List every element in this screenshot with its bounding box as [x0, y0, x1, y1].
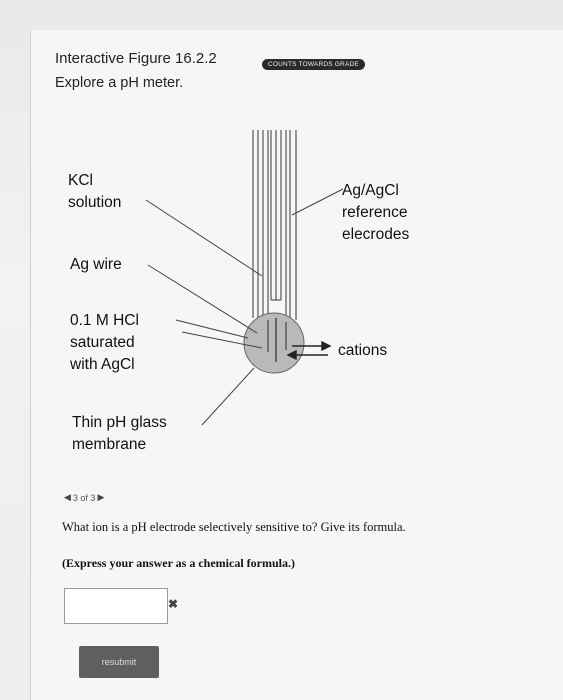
label-ag-wire: Ag wire — [70, 256, 122, 273]
pager-text: 3 of 3 — [72, 492, 96, 503]
x-mark-icon: ✖ — [168, 597, 179, 611]
glass-bulb — [244, 313, 304, 373]
prev-page-icon[interactable]: ◀ — [64, 492, 71, 502]
resubmit-button[interactable]: resubmit — [79, 646, 159, 678]
pager — [64, 492, 104, 503]
label-kcl-solution: KCl solution — [68, 172, 122, 211]
label-reference: Ag/AgCl reference elecrodes — [342, 182, 410, 243]
page-subtitle: Explore a pH meter. — [55, 75, 184, 91]
question-text: What ion is a pH electrode selectively sensitive to? Give its formula. — [62, 520, 406, 534]
grade-badge: COUNTS TOWARDS GRADE — [262, 59, 365, 70]
label-membrane: Thin pH glass membrane — [72, 414, 167, 453]
question-instruction: (Express your answer as a chemical formula.) — [62, 556, 295, 570]
electrode-tubes — [253, 130, 296, 322]
label-cations: cations — [338, 342, 388, 359]
next-page-icon[interactable]: ▶ — [97, 492, 105, 502]
leader-lines — [146, 189, 343, 425]
answer-input[interactable] — [64, 588, 168, 624]
label-hcl: 0.1 M HCl saturated with AgCl — [70, 312, 139, 373]
page-title: Interactive Figure 16.2.2 — [55, 50, 217, 67]
